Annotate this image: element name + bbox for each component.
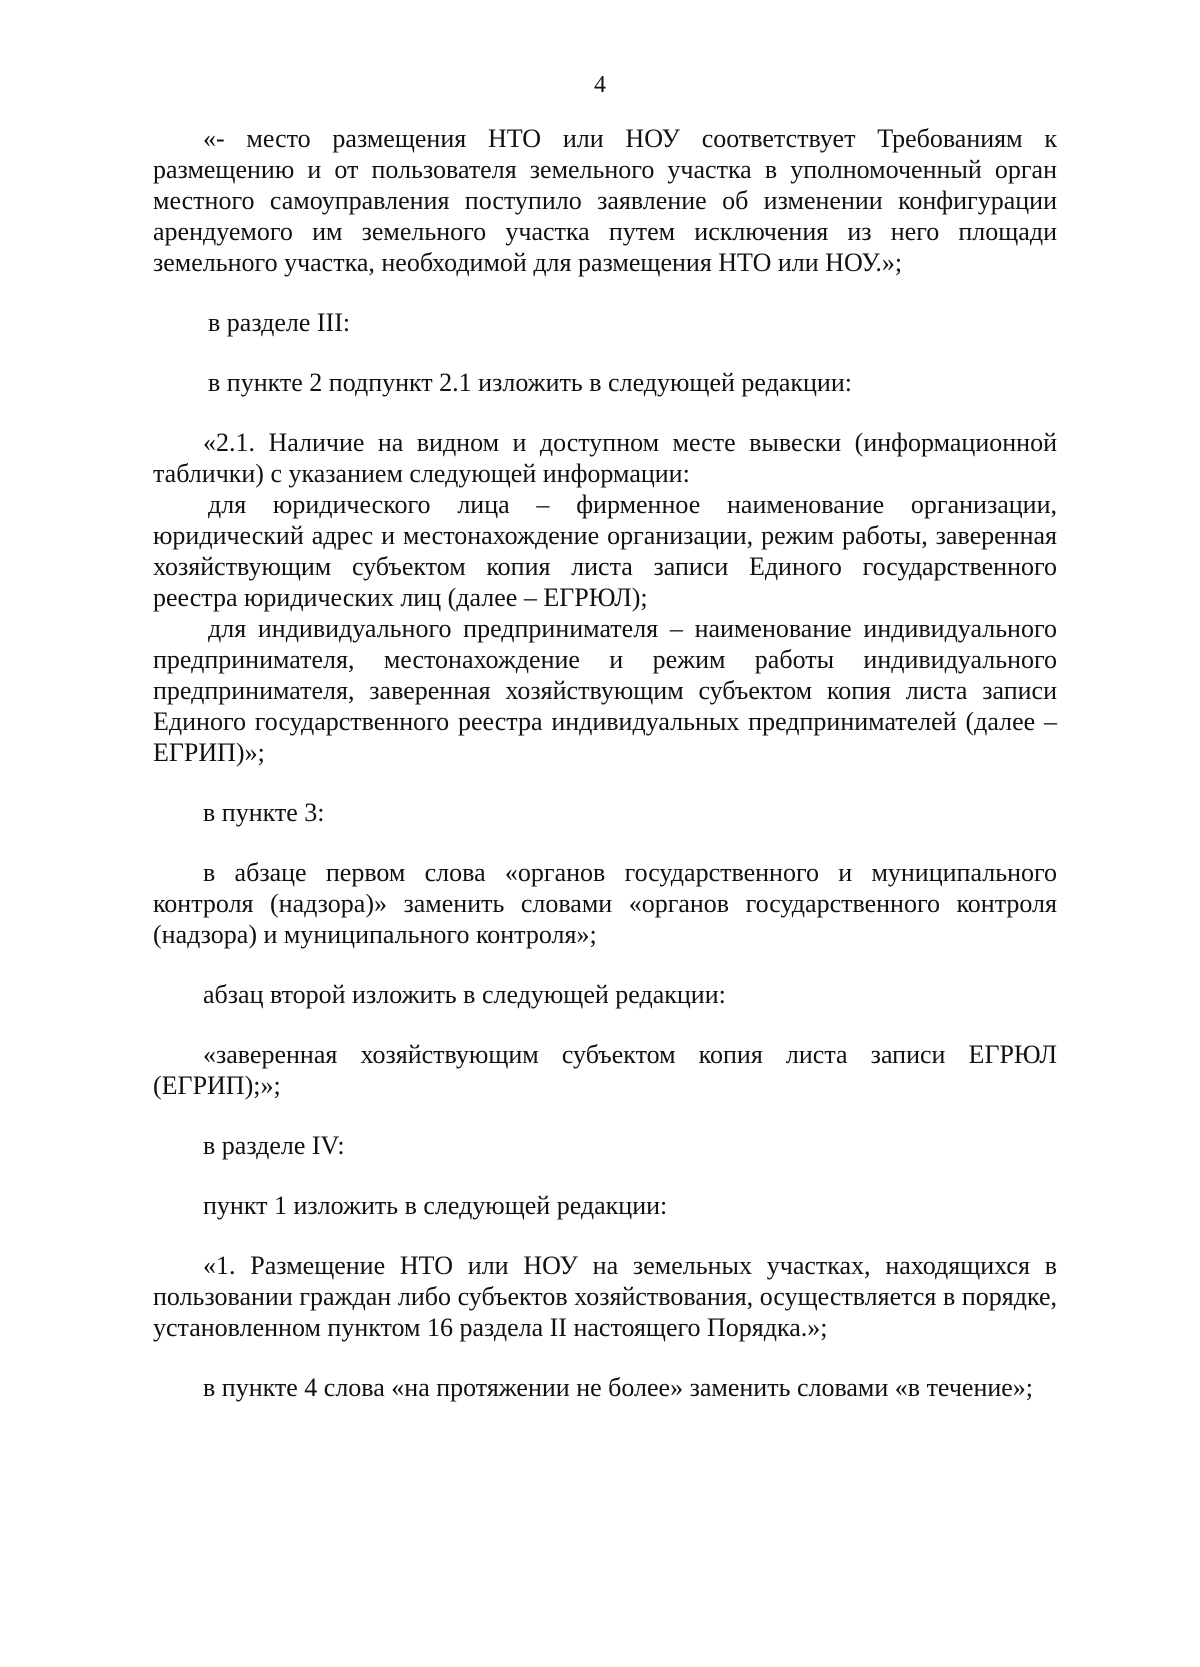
second-paragraph-new-text: «заверенная хозяйствующим субъектом копия листа записи ЕГРЮЛ (ЕГРИП);»; — [153, 1040, 1057, 1100]
section-iii-heading: в разделе III: — [208, 308, 351, 337]
page-number: 4 — [594, 72, 606, 98]
legal-entity-paragraph: для юридического лица – фирменное наименование организации, юридический адрес и местонахождение организации, режим работы, заверенная хозяйствующим субъектом копия листа записи Единого государственного реестра юридических лиц (далее – ЕГРЮЛ); — [153, 490, 1057, 612]
document-body — [153, 123, 1057, 1403]
individual-entrepreneur-paragraph: для индивидуального предпринимателя – наименование индивидуального предпринимателя, местонахождение и режим работы индивидуального предпринимателя, заверенная хозяйствующим субъектом копия листа записи Единого государственного реестра индивидуальных предпринимателей (далее – ЕГРИП)»; — [153, 614, 1057, 767]
amendment-quote-paragraph: «- место размещения НТО или НОУ соответствует Требованиям к размещению и от пользователя земельного участка в уполномоченный орган местного самоуправления поступило заявление об изменении конфигурации арендуемого им земельного участка путем исключения из него площади земельного участка, необходимой для размещения НТО или НОУ.»; — [153, 124, 1057, 277]
item-4-change: в пункте 4 слова «на протяжении не более» заменить словами «в течение»; — [203, 1373, 1034, 1402]
section-iv-heading: в разделе IV: — [203, 1131, 345, 1160]
item-2-instruction: в пункте 2 подпункт 2.1 изложить в следующей редакции: — [208, 368, 852, 397]
item-3-first-paragraph-change: в абзаце первом слова «органов государственного и муниципального контроля (надзора)» заменить словами «органов государственного контроля (надзора) и муниципального контроля»; — [153, 858, 1057, 949]
subitem-2-1-paragraph: «2.1. Наличие на видном и доступном месте вывески (информационной таблички) с указанием следующей информации: — [153, 428, 1057, 488]
second-paragraph-instruction: абзац второй изложить в следующей редакции: — [203, 980, 726, 1009]
item-1-new-text: «1. Размещение НТО или НОУ на земельных участках, находящихся в пользовании граждан либо субъектов хозяйствования, осуществляется в порядке, установленном пунктом 16 раздела II настоящего Порядка.»; — [153, 1251, 1057, 1342]
item-1-instruction: пункт 1 изложить в следующей редакции: — [203, 1191, 668, 1220]
item-3-heading: в пункте 3: — [203, 798, 325, 827]
